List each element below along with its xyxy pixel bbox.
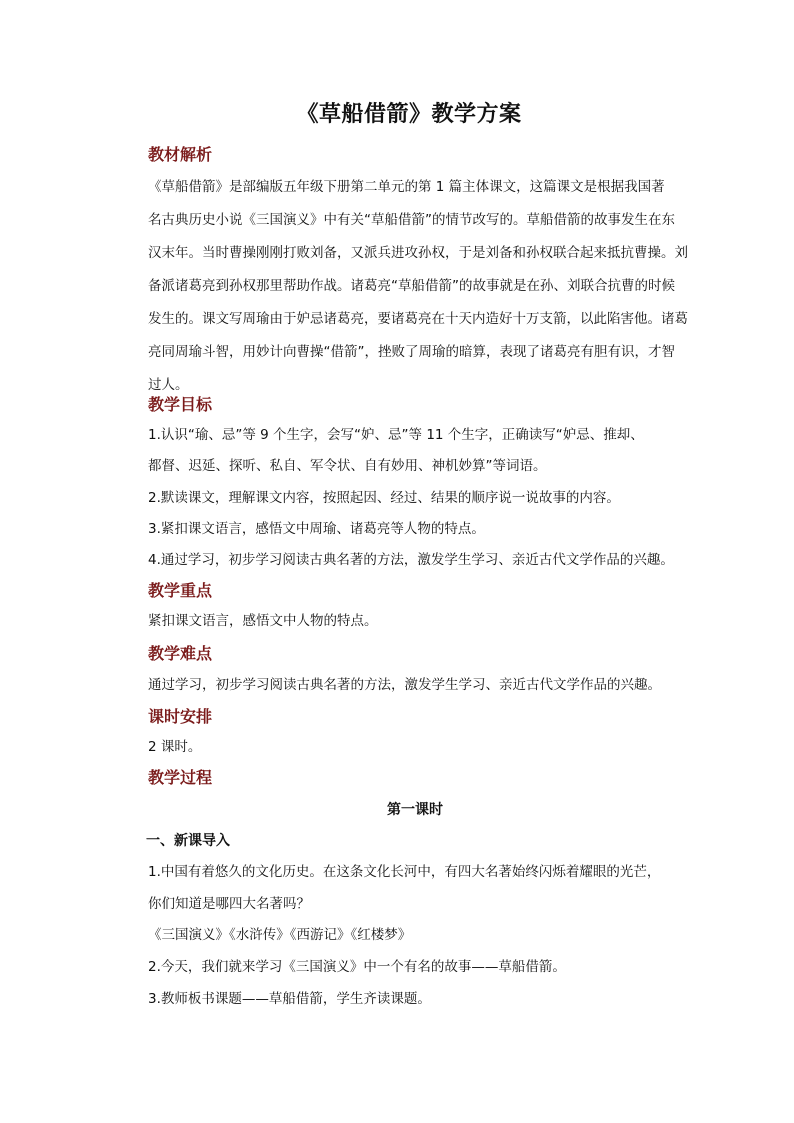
analysis-line: 备派诸葛亮到孙权那里帮助作战。诸葛亮“草船借箭”的故事就是在孙、刘联合抗曹的时候 bbox=[148, 278, 675, 294]
part-title: 一、新课导入 bbox=[146, 833, 230, 849]
heading-teaching-goals: 教学目标 bbox=[148, 395, 213, 414]
analysis-line: 发生的。课文写周瑜由于妒忌诸葛亮，要诸葛亮在十天内造好十万支箭，以此陷害他。诸葛 bbox=[148, 311, 688, 327]
heading-textbook-analysis: 教材解析 bbox=[148, 145, 213, 164]
heading-schedule: 课时安排 bbox=[148, 707, 213, 726]
analysis-line: 汉末年。当时曹操刚刚打败刘备，又派兵进攻孙权，于是刘备和孙权联合起来抵抗曹操。刘 bbox=[148, 245, 688, 261]
process-line: 你们知道是哪四大名著吗？ bbox=[148, 896, 310, 912]
analysis-line: 《草船借箭》是部编版五年级下册第二单元的第 1 篇主体课文，这篇课文是根据我国著 bbox=[148, 179, 665, 195]
process-line: 《三国演义》《水浒传》《西游记》《红楼梦》 bbox=[148, 927, 412, 943]
process-line: 1.中国有着悠久的文化历史。在这条文化长河中，有四大名著始终闪烁着耀眼的光芒， bbox=[148, 864, 661, 880]
schedule-line: 2 课时。 bbox=[148, 739, 202, 755]
analysis-line: 过人。 bbox=[148, 377, 189, 393]
goal-line: 都督、迟延、探听、私自、军令状、自有妙用、神机妙算”等词语。 bbox=[148, 458, 547, 474]
goal-line: 1.认识“瑜、忌”等 9 个生字，会写“妒、忌”等 11 个生字，正确读写“妒忌、推却、 bbox=[148, 427, 644, 443]
analysis-line: 亮同周瑜斗智，用妙计向曹操“借箭”，挫败了周瑜的暗算，表现了诸葛亮有胆有识，才智 bbox=[148, 344, 675, 360]
heading-difficulties: 教学难点 bbox=[148, 644, 213, 663]
goal-line: 2.默读课文，理解课文内容，按照起因、经过、结果的顺序说一说故事的内容。 bbox=[148, 490, 620, 506]
difficulty-line: 通过学习，初步学习阅读古典名著的方法，激发学生学习、亲近古代文学作品的兴趣。 bbox=[148, 677, 661, 693]
process-line: 2.今天，我们就来学习《三国演义》中一个有名的故事——草船借箭。 bbox=[148, 959, 566, 975]
key-point-line: 紧扣课文语言，感悟文中人物的特点。 bbox=[148, 613, 378, 629]
goal-line: 4.通过学习，初步学习阅读古典名著的方法，激发学生学习、亲近古代文学作品的兴趣。 bbox=[148, 552, 674, 568]
lesson-title: 第一课时 bbox=[387, 802, 443, 818]
goal-line: 3.紧扣课文语言，感悟文中周瑜、诸葛亮等人物的特点。 bbox=[148, 521, 485, 537]
process-line: 3.教师板书课题——草船借箭，学生齐读课题。 bbox=[148, 991, 431, 1007]
heading-teaching-process: 教学过程 bbox=[148, 768, 213, 787]
document-title: 《草船借箭》教学方案 bbox=[296, 101, 522, 127]
analysis-line: 名古典历史小说《三国演义》中有关“草船借箭”的情节改写的。草船借箭的故事发生在东 bbox=[148, 212, 675, 228]
heading-key-points: 教学重点 bbox=[148, 581, 213, 600]
